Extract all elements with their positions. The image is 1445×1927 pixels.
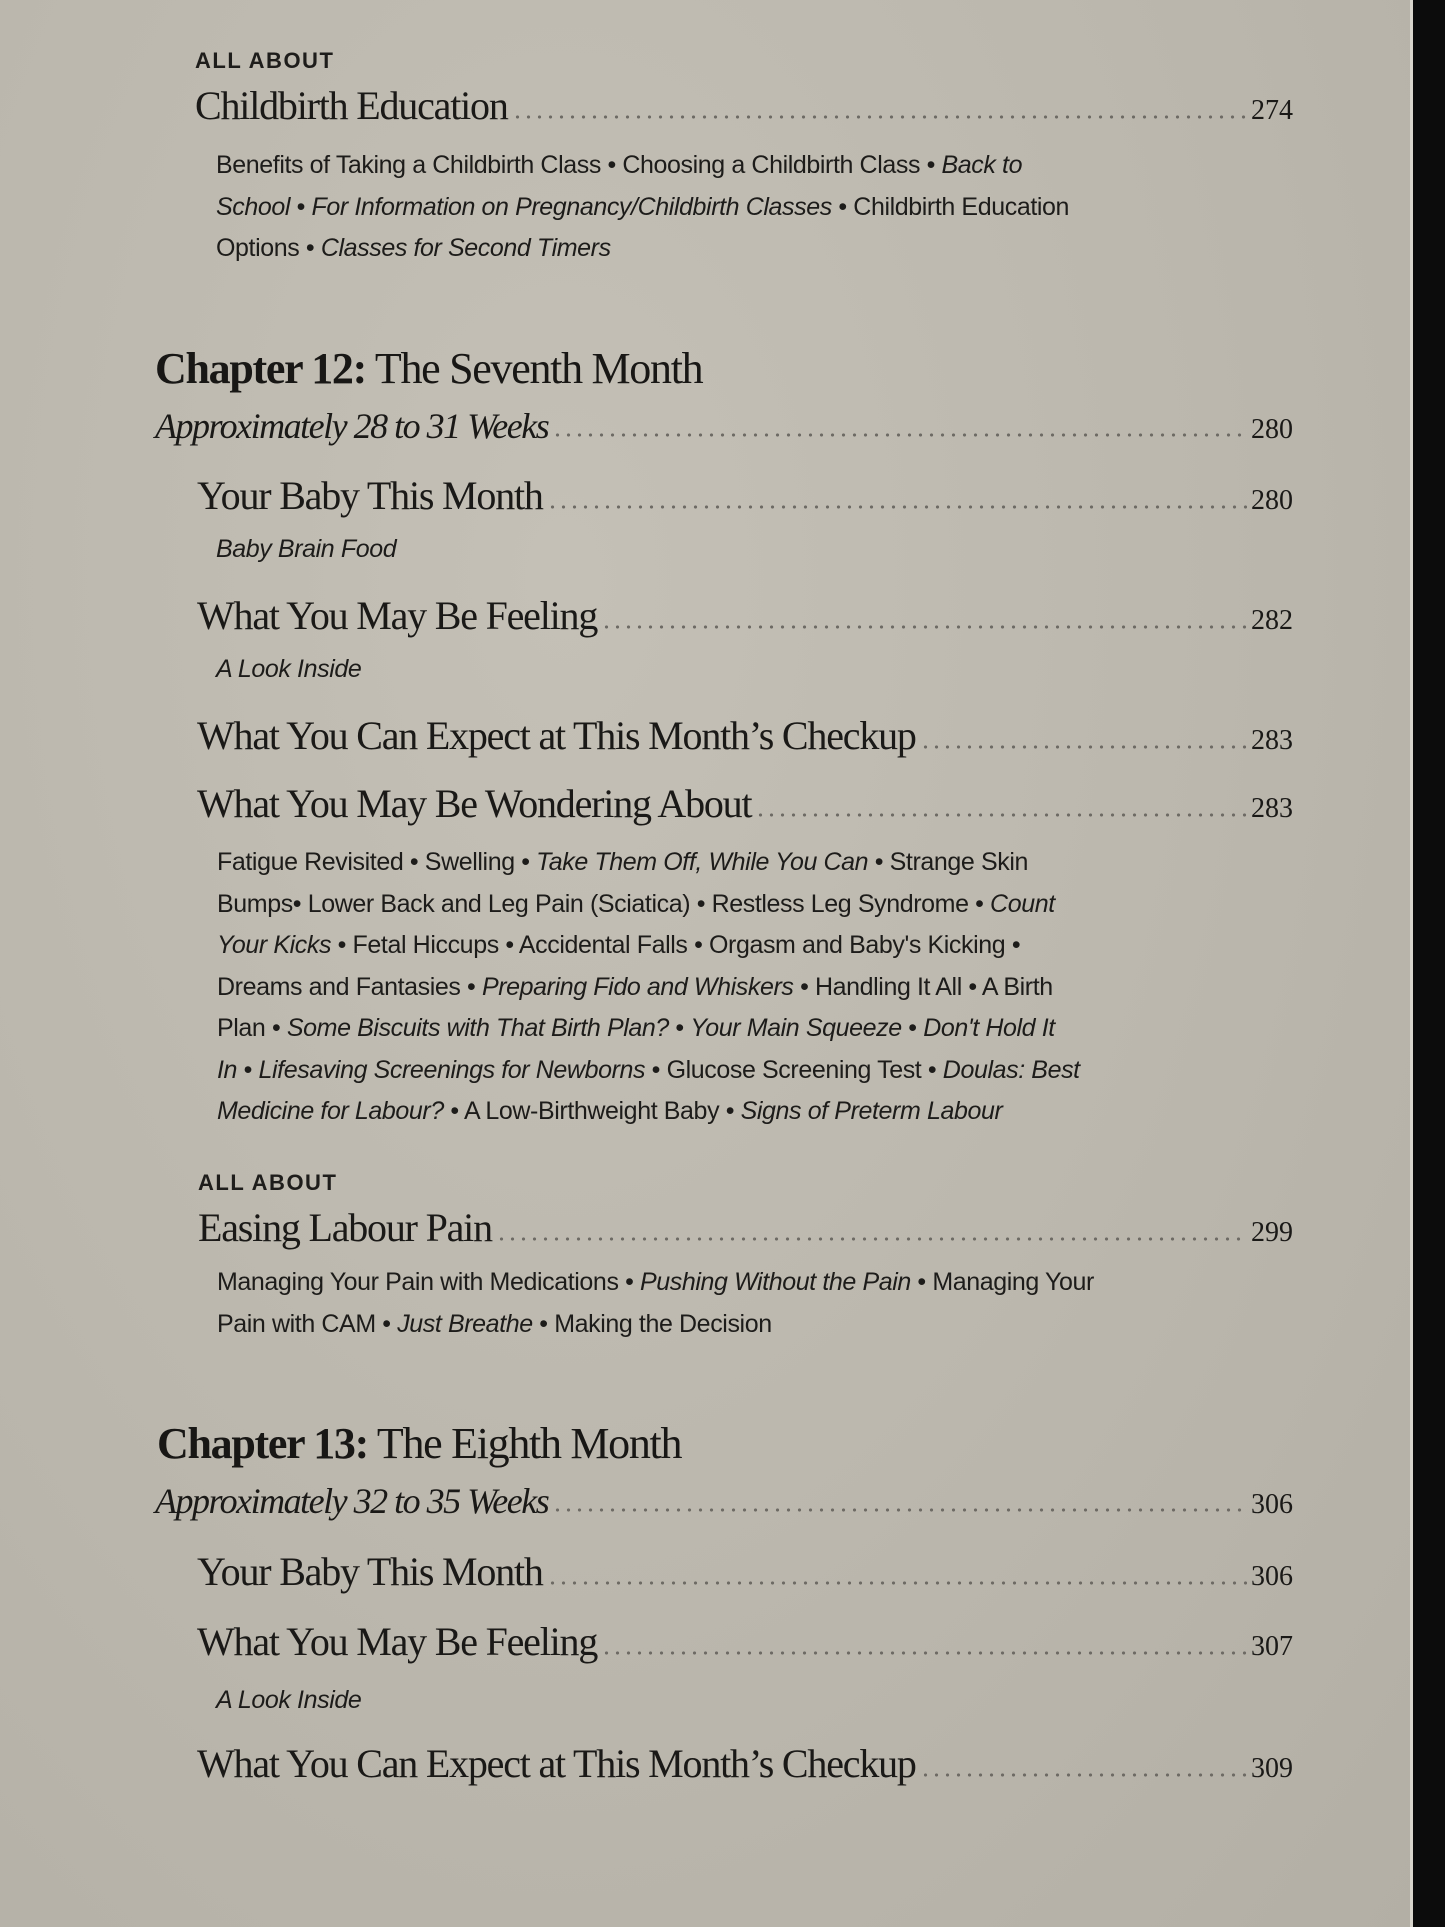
topic-list: [216, 145, 1316, 270]
dot-leader: [755, 813, 1247, 817]
toc-entry-your-baby[interactable]: [197, 472, 1293, 519]
page-number: 280: [1251, 414, 1293, 445]
entry-title: Your Baby This Month: [197, 1549, 543, 1594]
toc-entry-wondering[interactable]: [197, 780, 1293, 827]
dot-leader: [512, 115, 1247, 119]
page-number: 307: [1251, 1631, 1293, 1662]
page-number: 283: [1251, 725, 1293, 756]
all-about-label: ALL ABOUT: [195, 48, 335, 73]
entry-title: Approximately 32 to 35 Weeks: [155, 1481, 549, 1521]
topic-line: Medicine for Labour? • A Low-Birthweight Baby • Signs of Preterm Labour: [217, 1097, 1003, 1125]
topic-line: Managing Your Pain with Medications • Pushing Without the Pain • Managing Your: [217, 1268, 1094, 1296]
topic-line: In • Lifesaving Screenings for Newborns • Glucose Screening Test • Doulas: Best: [217, 1055, 1080, 1084]
chapter-number: Chapter 13:: [157, 1419, 368, 1468]
topic-list: [217, 1262, 1337, 1345]
subtopic: A Look Inside: [216, 1686, 362, 1714]
chapter-title: The Seventh Month: [374, 344, 703, 393]
toc-entry-childbirth-education[interactable]: [195, 82, 1293, 129]
entry-title: Approximately 28 to 31 Weeks: [155, 406, 549, 446]
toc-entry-checkup[interactable]: [197, 1740, 1293, 1787]
page-number: 309: [1251, 1753, 1293, 1784]
entry-title: What You May Be Wondering About: [197, 781, 752, 826]
topic-line: Options • Classes for Second Timers: [216, 234, 611, 262]
toc-entry-your-baby[interactable]: [197, 1548, 1293, 1595]
entry-title: What You Can Expect at This Month’s Checkup: [197, 713, 916, 758]
toc-entry-ch13-approx[interactable]: [155, 1480, 1293, 1522]
topic-list: [217, 842, 1337, 1133]
dot-leader: [552, 1508, 1247, 1512]
topic-line: Benefits of Taking a Childbirth Class • Choosing a Childbirth Class • Back to: [216, 151, 1023, 179]
page-number: 306: [1251, 1561, 1293, 1592]
dot-leader: [547, 505, 1247, 509]
toc-entry-feeling[interactable]: [197, 592, 1293, 639]
dot-leader: [552, 433, 1247, 437]
topic-line: School • For Information on Pregnancy/Childbirth Classes • Childbirth Education: [216, 192, 1070, 221]
dot-leader: [920, 1773, 1247, 1777]
toc-entry-feeling[interactable]: [197, 1618, 1293, 1665]
entry-title: Your Baby This Month: [197, 473, 543, 518]
dot-leader: [547, 1581, 1247, 1585]
page-number: 274: [1251, 95, 1293, 126]
topic-line: Dreams and Fantasies • Preparing Fido and Whiskers • Handling It All • A Birth: [217, 972, 1053, 1001]
entry-title: What You May Be Feeling: [197, 593, 598, 638]
chapter-12-heading: [155, 343, 702, 394]
dot-leader: [920, 745, 1247, 749]
dot-leader: [601, 1651, 1247, 1655]
toc-entry-checkup[interactable]: [197, 712, 1293, 759]
chapter-title: The Eighth Month: [376, 1419, 682, 1468]
page-number: 282: [1251, 605, 1293, 636]
entry-title: Easing Labour Pain: [198, 1205, 492, 1250]
page-number: 306: [1251, 1489, 1293, 1520]
subtopic: Baby Brain Food: [216, 535, 397, 563]
topic-line: Pain with CAM • Just Breathe • Making the Decision: [217, 1309, 772, 1338]
dot-leader: [496, 1237, 1247, 1241]
page-number: 283: [1251, 793, 1293, 824]
chapter-number: Chapter 12:: [155, 344, 366, 393]
topic-line: Plan • Some Biscuits with That Birth Plan? • Your Main Squeeze • Don't Hold It: [217, 1014, 1055, 1042]
subtopic: A Look Inside: [216, 655, 362, 683]
toc-entry-easing-labour-pain[interactable]: [198, 1204, 1293, 1251]
chapter-13-heading: [157, 1418, 681, 1469]
entry-title: Childbirth Education: [195, 83, 508, 128]
entry-title: What You Can Expect at This Month’s Checkup: [197, 1741, 916, 1786]
toc-entry-ch12-approx[interactable]: [155, 405, 1293, 447]
entry-title: What You May Be Feeling: [197, 1619, 598, 1664]
background-edge: [1413, 0, 1445, 1927]
topic-line: Your Kicks • Fetal Hiccups • Accidental Falls • Orgasm and Baby's Kicking •: [217, 931, 1021, 959]
page-number: 280: [1251, 485, 1293, 516]
topic-line: Bumps• Lower Back and Leg Pain (Sciatica) • Restless Leg Syndrome • Count: [217, 889, 1055, 918]
all-about-label: ALL ABOUT: [198, 1170, 338, 1195]
dot-leader: [601, 625, 1247, 629]
topic-line: Fatigue Revisited • Swelling • Take Them Off, While You Can • Strange Skin: [217, 848, 1028, 876]
page-number: 299: [1251, 1217, 1293, 1248]
